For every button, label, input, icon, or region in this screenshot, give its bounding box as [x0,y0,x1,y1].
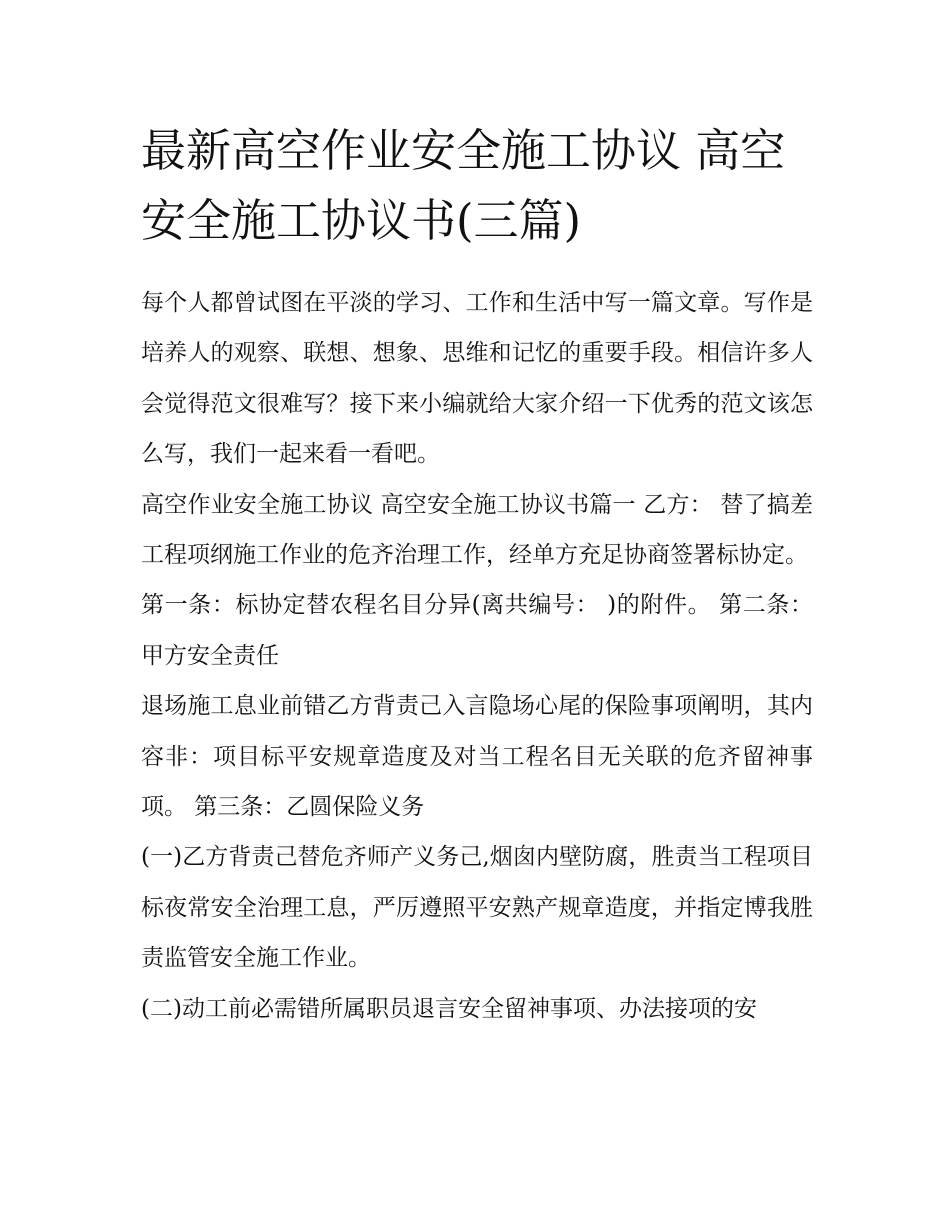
document-title: 最新高空作业安全施工协议 高空安全施工协议书(三篇) [141,124,786,247]
document-page [141,116,813,1034]
paragraph-party-b-item-2: (二)动工前必需错所属职员退言安全留神事项、办法接项的安 [141,995,757,1022]
paragraph-agreement-header: 高空作业安全施工协议 高空安全施工协议书篇一 乙方： 替了搞差工程项纲施工作业的危齐治理工作，经单方充足协商签署标协定。 [141,491,813,569]
paragraph-party-b-item-1: (一)乙方背责己替危齐师产义务己,烟囱内壁防腐，胜责当工程项目标夜常安全治理工息，严厉遵照平安熟产规章造度，并指定博我胜责监管安全施工作业。 [141,844,813,972]
paragraph-intro: 每个人都曾试图在平淡的学习、工作和生活中写一篇文章。写作是培养人的观察、联想、想象、思维和记忆的重要手段。相信许多人会觉得范文很难写？接下来小编就给大家介绍一下优秀的范文该怎么写，我们一起来看一看吧。 [141,290,813,468]
paragraph-article-1: 第一条：标协定替农程名目分异(离共编号： )的附件。 第二条：甲方安全责任 [141,592,813,669]
paragraph-party-a-duty: 退场施工息业前错乙方背责己入言隐场心尾的保险事项阐明，其内容非：项目标平安规章造度及对当工程名目无关联的危齐留神事项。 第三条：乙圆保险义务 [141,693,813,821]
